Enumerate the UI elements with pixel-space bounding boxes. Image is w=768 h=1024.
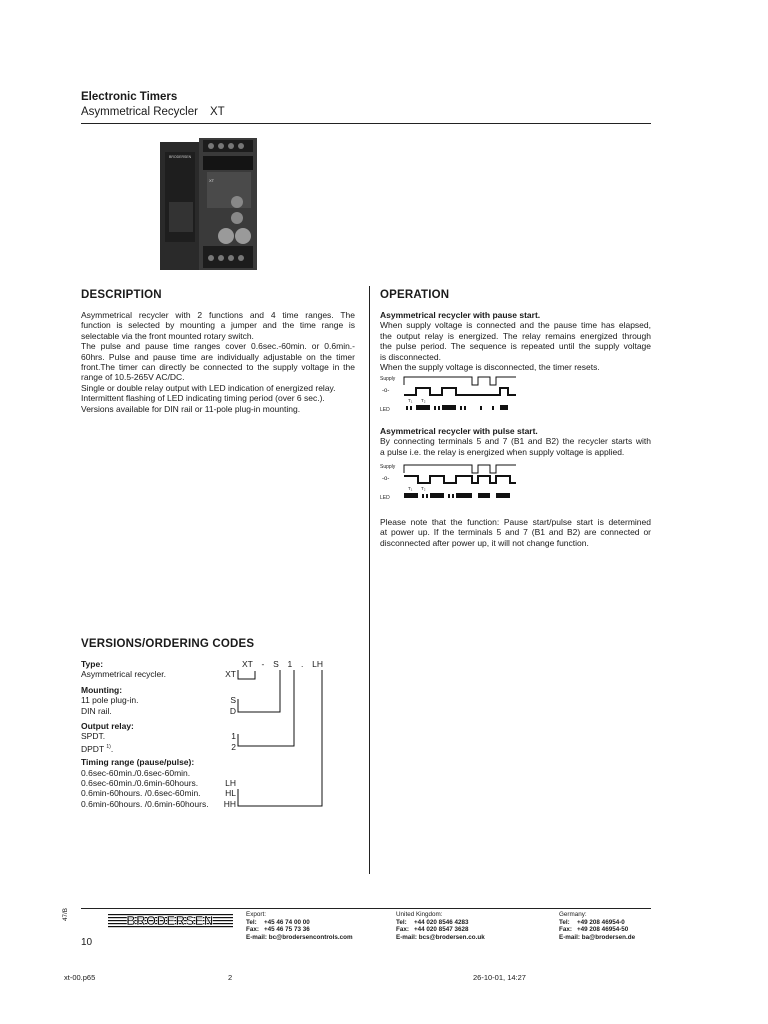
mounting-label: Mounting: xyxy=(81,684,123,695)
description-line: The pulse and pause time ranges cover 0.6sec.-60min. or 0.6min.- xyxy=(81,341,355,352)
de-title: Germany: xyxy=(559,911,587,918)
relay-desc: DPDT xyxy=(81,743,107,754)
led-pulses xyxy=(406,405,508,410)
operation-line: a pulse i.e. the relay is energized when supply voltage is applied. xyxy=(380,446,625,457)
timing-row xyxy=(81,768,236,778)
description-line: range of 10.5-265V AC/DC. xyxy=(81,372,185,383)
code-part-relay: 1 xyxy=(287,659,293,669)
description-line: function is selected by mounting a jumper and the time range is xyxy=(81,320,355,331)
relay-waveform xyxy=(404,476,516,483)
export-fax: +45 46 75 73 36 xyxy=(264,926,310,934)
logo-text: BRODERSEN xyxy=(126,913,214,928)
description-line: selectable via the front mounted rotary switch. xyxy=(81,330,254,341)
timing-desc: 0.6sec-60min./0.6min-60hours. xyxy=(81,777,199,788)
uk-email: E-mail: bcs@brodersen.co.uk xyxy=(396,933,485,941)
code-part-mounting: S xyxy=(273,659,279,669)
footer-germany xyxy=(559,911,654,941)
export-email: E-mail: bc@brodersencontrols.com xyxy=(246,933,353,941)
print-file: xt-00.p65 xyxy=(64,973,96,982)
fax-label: Fax: xyxy=(396,926,409,934)
photo-brand-label: BRODERSEN xyxy=(169,155,192,159)
code-separator: . xyxy=(300,659,304,669)
diagram-supply-label: Supply xyxy=(380,376,396,382)
footer-export xyxy=(246,911,376,941)
description-line: Asymmetrical recycler with 2 functions and 4 time ranges. The xyxy=(81,310,355,320)
subtitle-text: Asymmetrical Recycler xyxy=(81,106,198,118)
timing-row xyxy=(81,799,236,809)
mounting-code: S xyxy=(230,695,236,706)
timing-desc: 0.6sec-60min./0.6sec-60min. xyxy=(81,767,191,778)
supply-waveform xyxy=(404,377,516,385)
description-line: Versions available for DIN rail or 11-pole plug-in mounting. xyxy=(81,403,301,414)
led-pulses xyxy=(404,493,510,498)
versions-heading: VERSIONS/ORDERING CODES xyxy=(81,638,255,650)
print-date: 26-10-01, 14:27 xyxy=(473,973,526,982)
operation-line: When the supply voltage is disconnected, the timer resets. xyxy=(380,362,600,373)
ordering-list xyxy=(81,659,236,809)
subtitle-model: XT xyxy=(209,106,225,118)
diagram-led-label: LED xyxy=(380,495,390,501)
fax-label: Fax: xyxy=(246,926,259,934)
description-body xyxy=(81,310,355,414)
uk-fax: +44 020 8547 3628 xyxy=(414,926,469,934)
relay-waveform xyxy=(404,388,516,395)
operation-heading: OPERATION xyxy=(380,289,450,301)
export-tel: +45 46 74 00 00 xyxy=(264,918,310,926)
operation-line: When supply voltage is connected and the pause time has elapsed, xyxy=(380,320,651,331)
diagram-supply-label: Supply xyxy=(380,464,396,470)
t1-label: T₁ xyxy=(408,486,413,491)
operation-line: is disconnected. xyxy=(380,351,441,362)
mounting-row xyxy=(81,706,236,716)
mounting-desc: 11 pole plug-in. xyxy=(81,695,139,706)
t2-label: T₂ xyxy=(421,398,426,403)
side-code-text: 47/B xyxy=(62,908,69,921)
photo-model-label: XT xyxy=(209,178,215,183)
uk-tel: +44 020 8546 4283 xyxy=(414,918,469,926)
footer-uk xyxy=(396,911,526,941)
relay-row xyxy=(81,742,236,752)
de-email: E-mail: ba@brodersen.de xyxy=(559,933,636,941)
code-part-timing: LH xyxy=(312,659,323,669)
relay-desc: SPDT. xyxy=(81,731,106,742)
pulse-start-title: Asymmetrical recycler with pulse start. xyxy=(380,426,538,436)
diagram-led-label: LED xyxy=(380,407,390,413)
product-photo xyxy=(155,132,265,274)
relay-code: 1 xyxy=(231,731,236,742)
pause-start-timing-diagram xyxy=(378,373,518,415)
side-code xyxy=(62,903,72,923)
note-line: disconnected after power up, it will not change function. xyxy=(380,537,589,548)
operation-pulse-block xyxy=(380,426,651,457)
timer-device-image xyxy=(155,132,265,274)
brodersen-logo xyxy=(108,912,233,928)
description-line: 60hrs. Pulse and pause time are individually adjustable on the timer xyxy=(81,351,355,362)
timing-desc: 0.6min-60hours. /0.6sec-60min. xyxy=(81,788,201,799)
description-line: Intermittent flashing of LED indicating timing period (over 6 sec.). xyxy=(81,393,325,404)
pause-start-title: Asymmetrical recycler with pause start. xyxy=(380,310,541,320)
relay-desc-end: . xyxy=(110,743,114,754)
description-line: Single or double relay output with LED indication of energized relay. xyxy=(81,382,336,393)
note-line: Please note that the function: Pause start/pulse start is determined xyxy=(380,517,651,527)
t1-label: T₁ xyxy=(408,398,413,403)
column-divider xyxy=(369,286,370,874)
pulse-start-timing-diagram xyxy=(378,461,518,503)
relay-symbol-icon: -o- xyxy=(382,388,390,394)
page-title: Electronic Timers xyxy=(81,91,178,103)
type-desc: Asymmetrical recycler. xyxy=(81,669,167,680)
tel-label: Tel: xyxy=(559,918,570,926)
code-separator: - xyxy=(261,659,265,669)
header-rule xyxy=(81,123,651,124)
relay-symbol-icon: -o- xyxy=(382,476,390,482)
print-page: 2 xyxy=(228,973,233,982)
timing-code: HL xyxy=(225,788,236,799)
de-tel: +49 208 46954-0 xyxy=(577,918,625,926)
operation-line: the output relay is energized. The relay remains energized through xyxy=(380,330,651,341)
type-row xyxy=(81,669,236,679)
timing-label: Timing range (pause/pulse): xyxy=(81,757,195,768)
description-line: front.The timer can directly be connected to the supply voltage in the xyxy=(81,362,355,373)
type-label: Type: xyxy=(81,659,104,669)
tel-label: Tel: xyxy=(396,918,407,926)
operation-note xyxy=(380,517,651,548)
code-part-type: XT xyxy=(242,659,253,669)
description-heading: DESCRIPTION xyxy=(81,289,162,301)
de-fax: +49 208 46954-50 xyxy=(577,926,629,934)
timing-row xyxy=(81,778,236,788)
mounting-desc: DIN rail. xyxy=(81,705,112,716)
timing-code: LH xyxy=(225,777,236,788)
timing-code: HH xyxy=(223,798,236,809)
page-subtitle xyxy=(81,106,225,118)
supply-waveform xyxy=(404,465,516,473)
mounting-row xyxy=(81,695,236,705)
ordering-code-connectors xyxy=(236,668,336,808)
mounting-code: D xyxy=(229,705,236,716)
footnote-marker: 1) xyxy=(106,743,111,750)
note-line: at power up. If the terminals 5 and 7 (B1 and B2) are connected or xyxy=(380,527,651,538)
fax-label: Fax: xyxy=(559,926,572,934)
operation-pause-block xyxy=(380,310,651,372)
relay-label: Output relay: xyxy=(81,720,134,731)
operation-line: By connecting terminals 5 and 7 (B1 and B2) the recycler starts with xyxy=(380,436,651,447)
uk-title: United Kingdom: xyxy=(396,911,443,918)
page-number: 10 xyxy=(81,937,93,948)
timing-row xyxy=(81,788,236,798)
t2-label: T₂ xyxy=(421,486,426,491)
relay-code: 2 xyxy=(231,741,236,752)
operation-line: the pulse period. The sequence is repeated until the supply voltage xyxy=(380,341,651,352)
relay-row xyxy=(81,731,236,741)
tel-label: Tel: xyxy=(246,918,257,926)
footer-rule xyxy=(81,908,651,909)
timing-desc: 0.6min-60hours. /0.6min-60hours. xyxy=(81,798,209,809)
export-title: Export: xyxy=(246,911,266,918)
type-code: XT xyxy=(225,669,236,680)
